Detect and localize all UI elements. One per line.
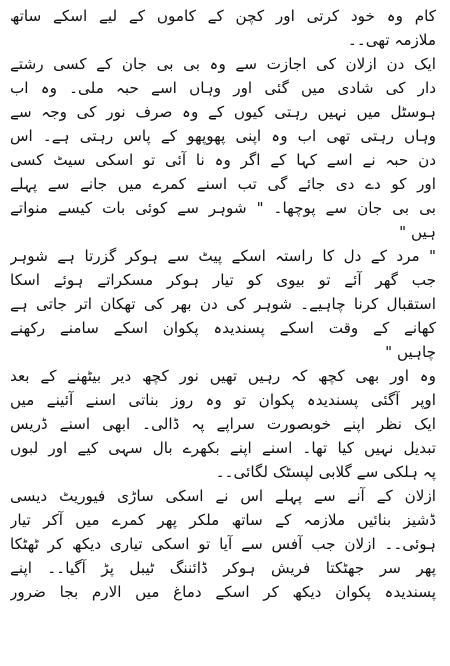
- text-line: ملازمہ تھی۔۔: [347, 31, 436, 49]
- text-line: اور کو دے دی جائے گی تب اسنے کمرے میں جانے سے پہلے: [10, 175, 436, 193]
- text-line: بی بی جان سے پوچھا۔ " شوہر سے کوئی بات کیسے منواتے: [10, 199, 436, 217]
- text-line: ہیں ": [399, 223, 436, 241]
- text-line: وہاں رہتی تھی اب وہ اپنی پھوپھو کے پاس رہتی ہے۔ اس: [10, 127, 436, 145]
- text-line: ہوسٹل میں نہیں رہتی کیوں کے وہ صرف نور کی وجہ سے: [10, 103, 436, 121]
- paragraph: [10, 4, 436, 52]
- paragraph: [10, 484, 436, 604]
- text-line: ہوئی۔۔ ازلان جب آفس سے آیا تو اسکی تیاری دیکھ کر ٹھٹکا: [10, 535, 436, 553]
- text-line: پسندیدہ پکوان دیکھ کر اسکے دماغ میں الارم بجا ضرور: [10, 583, 436, 601]
- text-line: وہ اور بھی کچھ کہ رہیں تھیں نور کچھ دیر بیٹھنے کے بعد: [10, 367, 436, 385]
- bottom-edge-fade: [0, 656, 450, 666]
- paragraph: [10, 364, 436, 484]
- text-line: چاہیں ": [385, 343, 436, 361]
- text-line: ازلان کے آنے سے پہلے اس نے اسکی ساڑی فیوریٹ دیسی: [10, 487, 436, 505]
- text-line: ایک نظر اپنے خوبصورت سراپے پہ ڈالی۔ ابھی اسنے ڈریس: [10, 415, 436, 433]
- text-line: " مرد کے دل کا راستہ اسکے پیٹ سے ہوکر گزرتا ہے شوہر: [10, 247, 436, 265]
- text-line: ایک دن ازلان کی اجازت سے وہ بی بی جان کے کسی رشتے: [10, 55, 436, 73]
- text-line: کام وہ خود کرتی اور کچن کے کاموں کے لیے اسکے ساتھ: [10, 7, 436, 25]
- text-line: پہ ہلکی سے گلابی لپسٹک لگائی۔۔: [215, 463, 436, 481]
- text-line: پھر سر جھٹکتا فریش ہوکر ڈائننگ ٹیبل پڑ آگیا۔۔ اپنے: [10, 559, 436, 577]
- text-line: جب گھر آئے تو بیوی کو تیار ہوکر مسکراتے ہوئے اسکا: [10, 271, 436, 289]
- text-line: استقبال کرنا چاہیے۔ شوہر کی دن بھر کی تھکان اتر جاتی ہے: [10, 295, 436, 313]
- text-line: دار کی شادی میں گئی اور وہاں اسے حبہ ملی۔ وہ اب: [10, 79, 436, 97]
- paragraph: [10, 244, 436, 364]
- text-line: کھانے کے وقت اسکے پسندیدہ پکوان اسکے سامنے رکھنے: [10, 319, 436, 337]
- text-line: تبدیل نہیں کیا تھا۔ اسنے اپنے بکھرے بال سہی کیے اور لبوں: [10, 439, 436, 457]
- text-line: ڈشیز بنائیں ملازمہ کے ساتھ ملکر پھر کمرے میں آکر تیار: [10, 511, 436, 529]
- text-line: اوپر آگئی پسندیدہ پکوان تو وہ روز بناتی اسنے آئینے میں: [10, 391, 436, 409]
- text-line: دن حبہ نے اسے کہا کے اگر وہ نا آئی تو اسکی سیٹ کسی: [10, 151, 436, 169]
- paragraph: [10, 52, 436, 244]
- document-body: [10, 4, 436, 604]
